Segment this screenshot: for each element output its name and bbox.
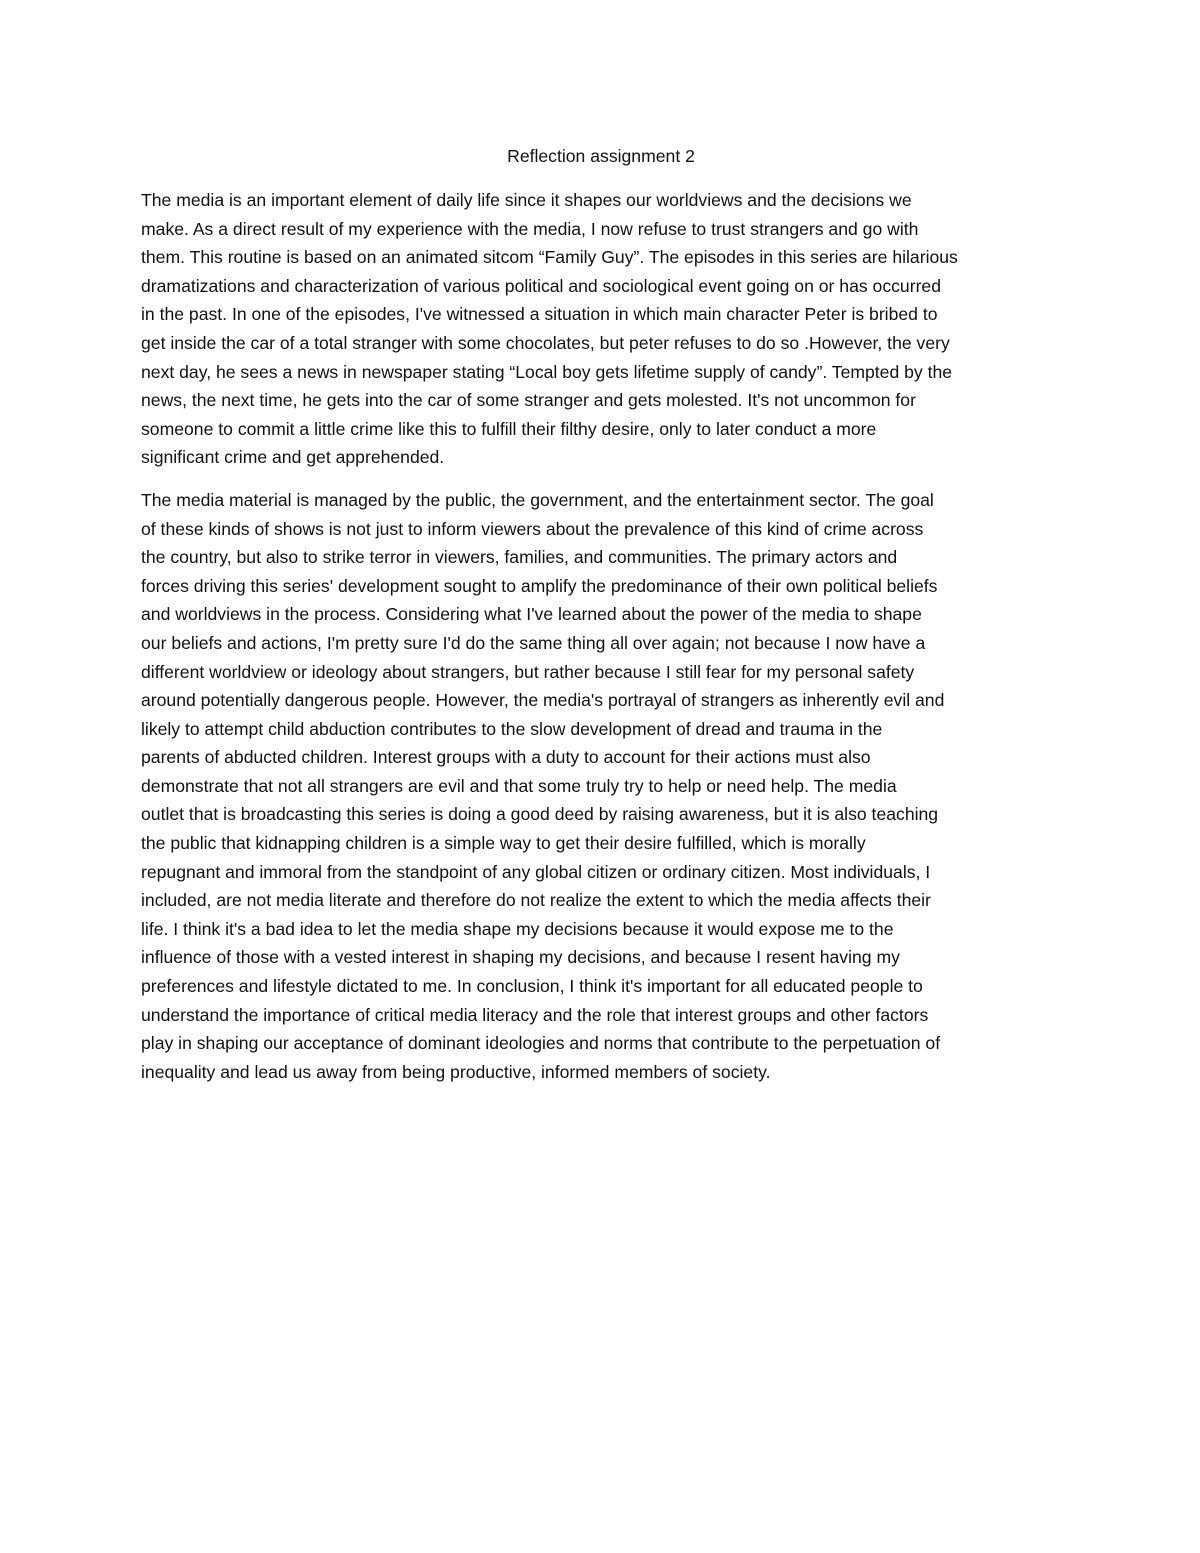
document-title: Reflection assignment 2 bbox=[507, 146, 695, 166]
paragraph-2: The media material is managed by the public, the government, and the entertainment sector. The goal of these kinds of shows is not just to inform viewers about the prevalence of this kind of crime across the country, but also to strike terror in viewers, families, and communities. The primary actors and forces driving this series' development sought to amplify the predominance of their own political beliefs and worldviews in the process. Considering what I've learned about the power of the media to shape our beliefs and actions, I'm pretty sure I'd do the same thing all over again; not because I now have a different worldview or ideology about strangers, but rather because I still fear for my personal safety around potentially dangerous people. However, the media's portrayal of strangers as inherently evil and likely to attempt child abduction contributes to the slow development of dread and trauma in the parents of abducted children. Interest groups with a duty to account for their actions must also demonstrate that not all strangers are evil and that some truly try to help or need help. The media outlet that is broadcasting this series is doing a good deed by raising awareness, but it is also teaching the public that kidnapping children is a simple way to get their desire fulfilled, which is morally repugnant and immoral from the standpoint of any global citizen or ordinary citizen. Most individuals, I included, are not media literate and therefore do not realize the extent to which the media affects their life. I think it's a bad idea to let the media shape my decisions because it would expose me to the influence of those with a vested interest in shaping my decisions, and because I resent having my preferences and lifestyle dictated to me. In conclusion, I think it's important for all educated people to understand the importance of critical media literacy and the role that interest groups and other factors play in shaping our acceptance of dominant ideologies and norms that contribute to the perpetuation of inequality and lead us away from being productive, informed members of society. bbox=[141, 489, 945, 1082]
paragraph-1: The media is an important element of daily life since it shapes our worldviews and the decisions we make. As a direct result of my experience with the media, I now refuse to trust strangers and go with them. This routine is based on an animated sitcom “Family Guy”. The episodes in this series are hilarious dramatizations and characterization of various political and sociological event going on or has occurred in the past. In one of the episodes, I've witnessed a situation in which main character Peter is bribed to get inside the car of a total stranger with some chocolates, but peter refuses to do so .However, the very next day, he sees a news in newspaper stating “Local boy gets lifetime supply of candy”. Tempted by the news, the next time, he gets into the car of some stranger and gets molested. It's not uncommon for someone to commit a little crime like this to fulfill their filthy desire, only to later conduct a more significant crime and get apprehended. bbox=[141, 190, 958, 468]
document-body bbox=[141, 142, 1061, 1100]
